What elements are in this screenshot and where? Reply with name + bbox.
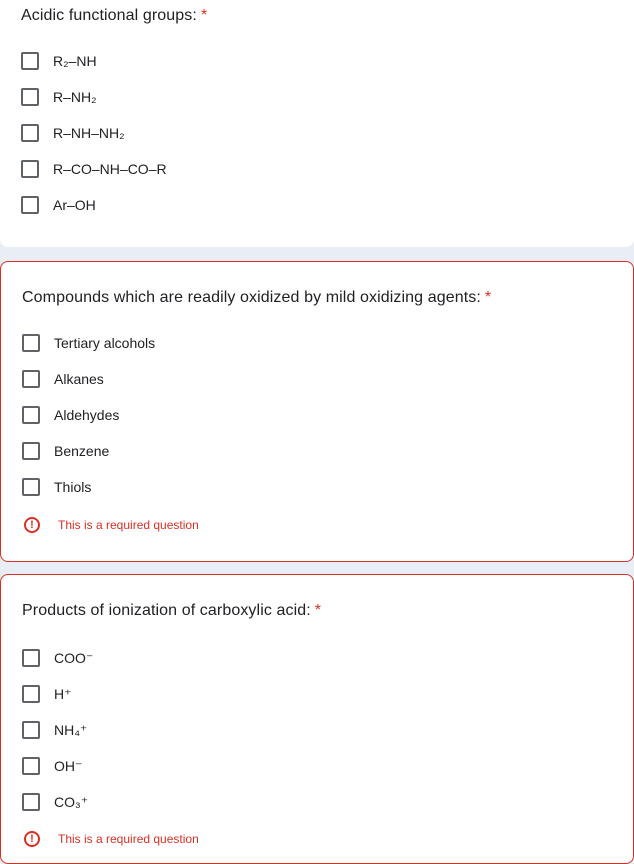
option-label: OH⁻ bbox=[54, 757, 83, 774]
option-tertiary-alcohols[interactable] bbox=[22, 333, 155, 353]
checkbox[interactable] bbox=[22, 442, 40, 460]
question-title bbox=[22, 602, 321, 620]
option-h-plus[interactable] bbox=[22, 684, 72, 704]
checkbox[interactable] bbox=[22, 649, 40, 667]
option-benzene[interactable] bbox=[22, 441, 109, 461]
option-label: Alkanes bbox=[54, 371, 104, 387]
option-label: R₂–NH bbox=[53, 53, 97, 69]
option-label: COO⁻ bbox=[54, 649, 94, 666]
option-r-nh2[interactable] bbox=[21, 87, 97, 107]
checkbox[interactable] bbox=[21, 124, 39, 142]
checkbox[interactable] bbox=[22, 370, 40, 388]
error-text: This is a required question bbox=[58, 832, 199, 846]
checkbox[interactable] bbox=[22, 685, 40, 703]
option-imide[interactable] bbox=[21, 159, 167, 179]
option-label: H⁺ bbox=[54, 685, 72, 702]
option-label: Benzene bbox=[54, 443, 110, 459]
checkbox[interactable] bbox=[22, 334, 40, 352]
checkbox[interactable] bbox=[22, 793, 40, 811]
checkbox[interactable] bbox=[21, 196, 39, 214]
required-asterisk: * bbox=[200, 7, 208, 24]
question-card-acidic-groups bbox=[0, 0, 634, 247]
question-card-carboxylic-ionization bbox=[0, 574, 634, 864]
option-label: Thiols bbox=[54, 479, 92, 495]
question-title bbox=[22, 289, 491, 307]
question-title-text: Acidic functional groups: bbox=[21, 7, 197, 24]
option-label: Tertiary alcohols bbox=[54, 335, 156, 351]
checkbox[interactable] bbox=[21, 52, 39, 70]
option-label: NH₄⁺ bbox=[54, 721, 88, 738]
question-title-text: Compounds which are readily oxidized by mild oxidizing agents: bbox=[22, 289, 481, 306]
error-exclamation-icon: ! bbox=[24, 831, 40, 847]
option-label: CO₃⁺ bbox=[54, 793, 89, 810]
error-message bbox=[24, 517, 199, 533]
option-thiols[interactable] bbox=[22, 477, 91, 497]
option-coo-minus[interactable] bbox=[22, 648, 93, 668]
option-co3-plus[interactable] bbox=[22, 792, 88, 812]
checkbox[interactable] bbox=[22, 757, 40, 775]
option-r2-nh[interactable] bbox=[21, 51, 97, 71]
option-label: R–CO–NH–CO–R bbox=[53, 161, 167, 177]
option-aldehydes[interactable] bbox=[22, 405, 119, 425]
option-label: Aldehydes bbox=[54, 407, 120, 423]
error-exclamation-icon: ! bbox=[24, 517, 40, 533]
required-asterisk: * bbox=[314, 602, 322, 619]
question-title bbox=[21, 7, 207, 25]
required-asterisk: * bbox=[484, 289, 492, 306]
option-ar-oh[interactable] bbox=[21, 195, 96, 215]
option-label: R–NH₂ bbox=[53, 89, 97, 105]
question-card-oxidized-compounds bbox=[0, 261, 634, 562]
error-text: This is a required question bbox=[58, 518, 199, 532]
option-nh4-plus[interactable] bbox=[22, 720, 87, 740]
option-label: Ar–OH bbox=[53, 197, 96, 213]
error-message bbox=[24, 831, 199, 847]
checkbox[interactable] bbox=[21, 160, 39, 178]
option-r-nh-nh2[interactable] bbox=[21, 123, 125, 143]
checkbox[interactable] bbox=[22, 406, 40, 424]
question-title-text: Products of ionization of carboxylic acid: bbox=[22, 602, 311, 619]
option-alkanes[interactable] bbox=[22, 369, 104, 389]
checkbox[interactable] bbox=[21, 88, 39, 106]
option-label: R–NH–NH₂ bbox=[53, 125, 125, 141]
checkbox[interactable] bbox=[22, 721, 40, 739]
checkbox[interactable] bbox=[22, 478, 40, 496]
option-oh-minus[interactable] bbox=[22, 756, 82, 776]
